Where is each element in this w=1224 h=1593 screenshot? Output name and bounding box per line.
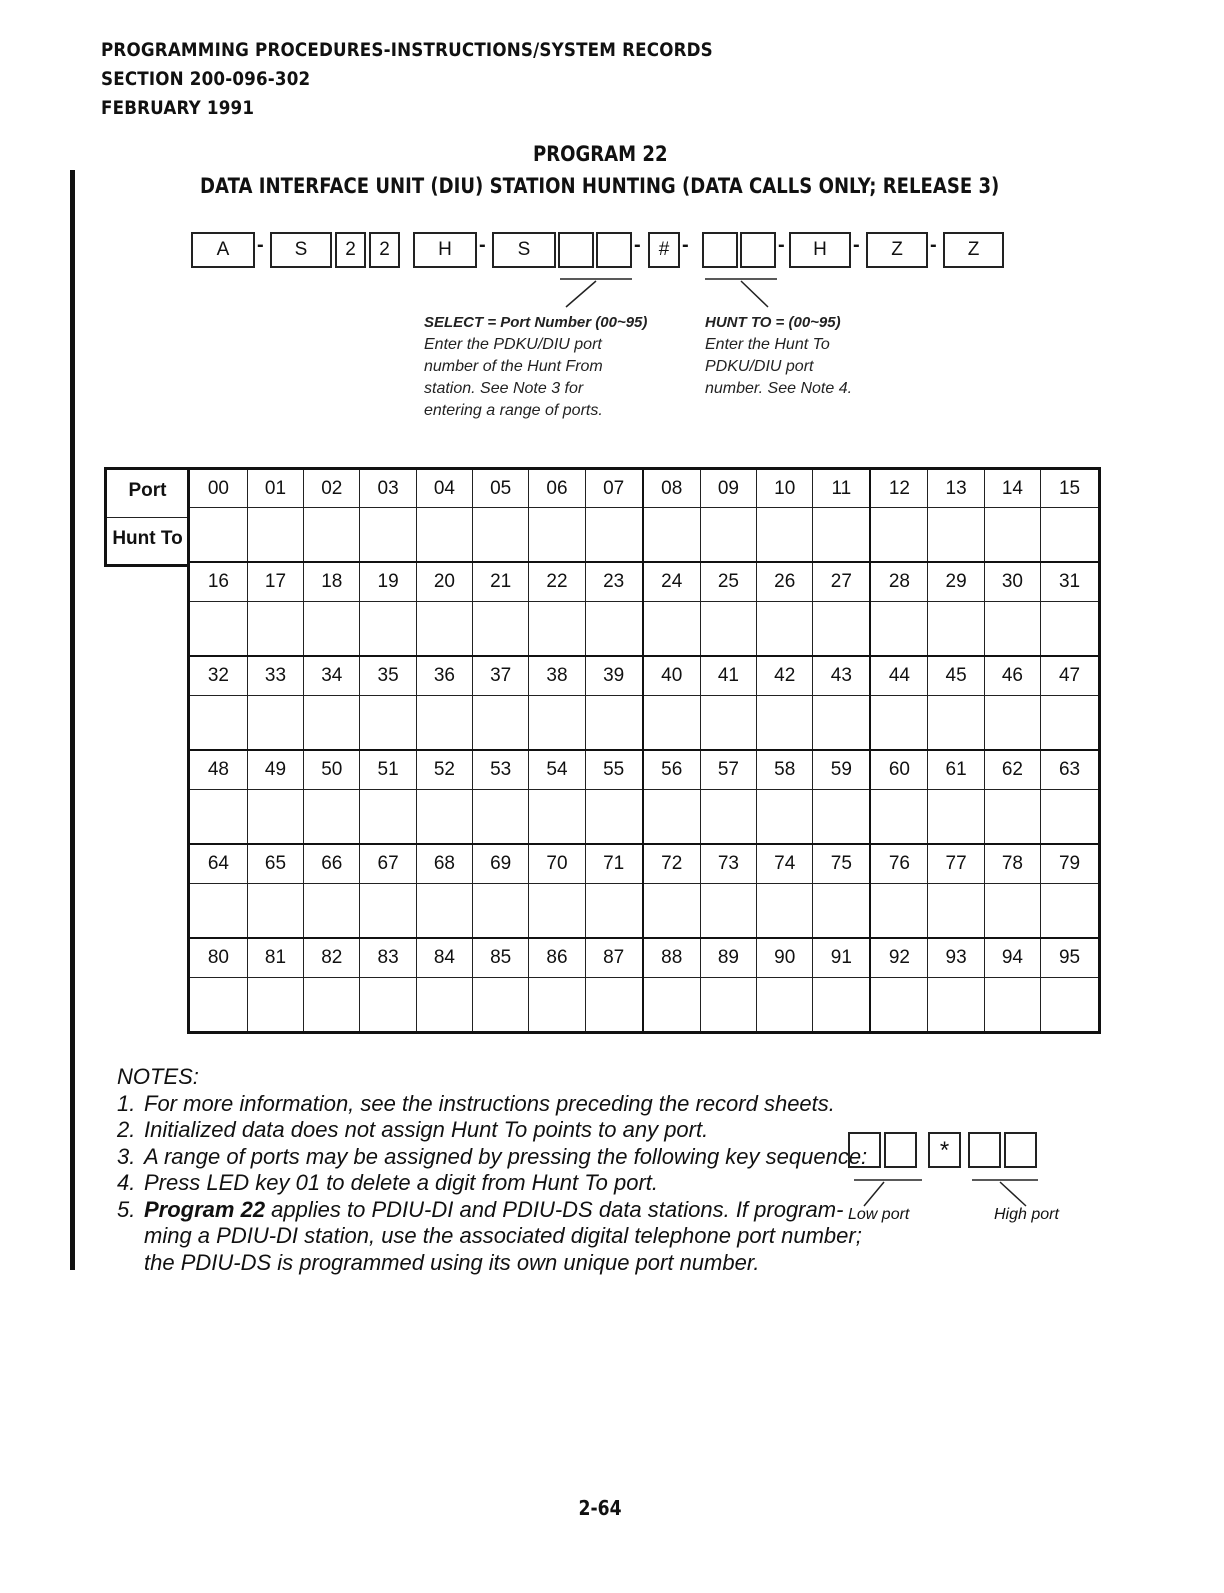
hunt-to-entry-cell[interactable] bbox=[473, 790, 529, 845]
port-cell: 29 bbox=[928, 562, 984, 601]
port-cell: 77 bbox=[928, 844, 984, 883]
hunt-to-entry-cell[interactable] bbox=[247, 790, 303, 845]
port-cell: 03 bbox=[360, 469, 416, 508]
port-cell: 27 bbox=[813, 562, 871, 601]
port-cell: 08 bbox=[643, 469, 701, 508]
port-cell: 02 bbox=[304, 469, 360, 508]
seq-key-12: H bbox=[789, 232, 851, 268]
port-cell: 40 bbox=[643, 656, 701, 695]
port-number-row bbox=[189, 750, 1100, 789]
port-cell: 38 bbox=[529, 656, 585, 695]
select-line: station. See Note 3 for bbox=[424, 380, 584, 397]
hunt-to-entry-cell[interactable] bbox=[304, 696, 360, 751]
hunt-to-entry-cell[interactable] bbox=[1041, 602, 1100, 657]
port-cell: 06 bbox=[529, 469, 585, 508]
port-cell: 46 bbox=[984, 656, 1040, 695]
seq-key-3: 2 bbox=[335, 232, 366, 268]
port-cell: 43 bbox=[813, 656, 871, 695]
seq-dash: - bbox=[682, 234, 689, 256]
hunt-to-entry-cell[interactable] bbox=[585, 508, 643, 563]
hunt-to-entry-cell[interactable] bbox=[189, 508, 248, 563]
hunt-to-entry-cell[interactable] bbox=[247, 508, 303, 563]
port-cell: 76 bbox=[870, 844, 928, 883]
hunt-to-entry-cell[interactable] bbox=[529, 508, 585, 563]
port-cell: 39 bbox=[585, 656, 643, 695]
hunt-to-row bbox=[189, 790, 1100, 845]
hunt-to-entry-cell[interactable] bbox=[928, 884, 984, 939]
port-cell: 90 bbox=[757, 938, 813, 977]
port-cell: 94 bbox=[984, 938, 1040, 977]
high-port-label: High port bbox=[994, 1206, 1059, 1223]
hunt-to-entry-cell[interactable] bbox=[643, 602, 701, 657]
port-number-row bbox=[189, 656, 1100, 695]
hunt-to-entry-cell[interactable] bbox=[585, 696, 643, 751]
port-cell: 14 bbox=[984, 469, 1040, 508]
hunt-to-entry-cell[interactable] bbox=[416, 884, 472, 939]
note-5-continuation: ming a PDIU-DI station, use the associated digital telephone port number; bbox=[144, 1223, 862, 1248]
range-low-digit-2 bbox=[884, 1132, 917, 1168]
port-cell: 63 bbox=[1041, 750, 1100, 789]
hunt-to-entry-cell[interactable] bbox=[1041, 790, 1100, 845]
hunt-line: Enter the Hunt To bbox=[705, 336, 830, 353]
port-cell: 49 bbox=[247, 750, 303, 789]
seq-key-5: H bbox=[413, 232, 477, 268]
hunt-to-entry-cell[interactable] bbox=[247, 884, 303, 939]
note-item-4 bbox=[117, 1170, 658, 1197]
hunt-to-entry-cell[interactable] bbox=[813, 508, 871, 563]
header-line-1: PROGRAMMING PROCEDURES-INSTRUCTIONS/SYSTEM RECORDS bbox=[101, 39, 713, 61]
port-number-row bbox=[189, 469, 1100, 508]
port-cell: 16 bbox=[189, 562, 248, 601]
select-line: Enter the PDKU/DIU port bbox=[424, 336, 602, 353]
port-cell: 92 bbox=[870, 938, 928, 977]
hunt-to-entry-cell[interactable] bbox=[928, 696, 984, 751]
hunt-to-entry-cell[interactable] bbox=[416, 508, 472, 563]
hunt-to-entry-cell[interactable] bbox=[416, 696, 472, 751]
port-cell: 22 bbox=[529, 562, 585, 601]
hunt-to-entry-cell[interactable] bbox=[700, 884, 756, 939]
hunt-line: PDKU/DIU port bbox=[705, 358, 814, 375]
hunt-to-row bbox=[189, 696, 1100, 751]
hunt-to-entry-cell[interactable] bbox=[870, 508, 928, 563]
hunt-to-entry-cell[interactable] bbox=[189, 602, 248, 657]
note-5-continuation: the PDIU-DS is programmed using its own unique port number. bbox=[144, 1250, 760, 1275]
seq-key-hash: # bbox=[648, 232, 680, 268]
hunt-to-entry-cell[interactable] bbox=[473, 884, 529, 939]
port-cell: 21 bbox=[473, 562, 529, 601]
program-subtitle: DATA INTERFACE UNIT (DIU) STATION HUNTING (DATA CALLS ONLY; RELEASE 3) bbox=[200, 174, 1000, 198]
port-cell: 87 bbox=[585, 938, 643, 977]
port-cell: 12 bbox=[870, 469, 928, 508]
port-cell: 65 bbox=[247, 844, 303, 883]
hunt-to-entry-cell[interactable] bbox=[813, 790, 871, 845]
port-cell: 10 bbox=[757, 469, 813, 508]
hunt-to-row bbox=[189, 884, 1100, 939]
note-text: A range of ports may be assigned by pressing the following key sequence: bbox=[144, 1144, 868, 1169]
hunt-to-entry-cell[interactable] bbox=[757, 602, 813, 657]
port-cell: 35 bbox=[360, 656, 416, 695]
hunt-to-entry-cell[interactable] bbox=[360, 884, 416, 939]
port-cell: 61 bbox=[928, 750, 984, 789]
seq-dash: - bbox=[930, 234, 937, 256]
hunt-to-entry-cell[interactable] bbox=[304, 508, 360, 563]
port-cell: 58 bbox=[757, 750, 813, 789]
port-number-row bbox=[189, 844, 1100, 883]
hunt-to-entry-cell[interactable] bbox=[473, 508, 529, 563]
hunt-to-entry-cell[interactable] bbox=[643, 884, 701, 939]
hunt-to-entry-cell[interactable] bbox=[360, 790, 416, 845]
hunt-to-entry-cell[interactable] bbox=[1041, 696, 1100, 751]
hunt-to-entry-cell[interactable] bbox=[870, 978, 928, 1033]
hunt-to-entry-cell[interactable] bbox=[870, 790, 928, 845]
port-cell: 51 bbox=[360, 750, 416, 789]
port-cell: 82 bbox=[304, 938, 360, 977]
port-cell: 73 bbox=[700, 844, 756, 883]
note-number: 3. bbox=[117, 1144, 136, 1169]
revision-bar bbox=[70, 170, 75, 1270]
hunt-to-entry-cell[interactable] bbox=[700, 508, 756, 563]
seq-key-14: Z bbox=[943, 232, 1004, 268]
port-cell: 11 bbox=[813, 469, 871, 508]
seq-key-6: S bbox=[492, 232, 556, 268]
port-cell: 48 bbox=[189, 750, 248, 789]
port-cell: 13 bbox=[928, 469, 984, 508]
port-cell: 15 bbox=[1041, 469, 1100, 508]
port-cell: 83 bbox=[360, 938, 416, 977]
hunt-to-entry-cell[interactable] bbox=[473, 602, 529, 657]
hunt-to-entry-cell[interactable] bbox=[928, 602, 984, 657]
seq-key-13: Z bbox=[866, 232, 928, 268]
hunt-to-entry-cell[interactable] bbox=[473, 696, 529, 751]
note-text: Initialized data does not assign Hunt To points to any port. bbox=[144, 1117, 709, 1142]
select-line: number of the Hunt From bbox=[424, 358, 603, 375]
range-high-digit-2 bbox=[1004, 1132, 1037, 1168]
hunt-to-entry-cell[interactable] bbox=[1041, 508, 1100, 563]
hunt-to-entry-cell[interactable] bbox=[643, 978, 701, 1033]
hunt-to-entry-cell[interactable] bbox=[757, 790, 813, 845]
note-item-3 bbox=[117, 1144, 867, 1171]
port-cell: 93 bbox=[928, 938, 984, 977]
hunt-to-entry-cell[interactable] bbox=[700, 602, 756, 657]
hunt-to-entry-cell[interactable] bbox=[984, 884, 1040, 939]
hunt-to-entry-cell[interactable] bbox=[1041, 884, 1100, 939]
hunt-to-entry-cell[interactable] bbox=[757, 696, 813, 751]
hunt-to-entry-cell[interactable] bbox=[247, 602, 303, 657]
port-cell: 89 bbox=[700, 938, 756, 977]
port-cell: 52 bbox=[416, 750, 472, 789]
hunt-to-entry-cell[interactable] bbox=[870, 602, 928, 657]
port-cell: 07 bbox=[585, 469, 643, 508]
hunt-to-row bbox=[189, 508, 1100, 563]
port-cell: 19 bbox=[360, 562, 416, 601]
low-port-label: Low port bbox=[848, 1206, 910, 1223]
port-cell: 18 bbox=[304, 562, 360, 601]
select-line: entering a range of ports. bbox=[424, 402, 603, 419]
hunt-to-entry-cell[interactable] bbox=[585, 602, 643, 657]
notes-heading: NOTES: bbox=[117, 1064, 199, 1089]
seq-key-1: A bbox=[191, 232, 255, 268]
hunt-to-entry-cell[interactable] bbox=[1041, 978, 1100, 1033]
program-title: PROGRAM 22 bbox=[532, 142, 668, 166]
port-cell: 66 bbox=[304, 844, 360, 883]
seq-dash: - bbox=[853, 234, 860, 256]
hunt-to-entry-cell[interactable] bbox=[928, 790, 984, 845]
port-cell: 17 bbox=[247, 562, 303, 601]
range-low-digit-1 bbox=[848, 1132, 881, 1168]
seq-key-4: 2 bbox=[369, 232, 400, 268]
port-cell: 34 bbox=[304, 656, 360, 695]
port-cell: 71 bbox=[585, 844, 643, 883]
port-cell: 05 bbox=[473, 469, 529, 508]
port-cell: 01 bbox=[247, 469, 303, 508]
hunt-to-entry-cell[interactable] bbox=[757, 884, 813, 939]
note-number: 4. bbox=[117, 1170, 136, 1195]
hunt-to-entry-cell[interactable] bbox=[529, 978, 585, 1033]
hunt-to-entry-cell[interactable] bbox=[360, 978, 416, 1033]
hunt-to-entry-cell[interactable] bbox=[529, 602, 585, 657]
document-header bbox=[101, 36, 713, 123]
port-number-row bbox=[189, 938, 1100, 977]
hunt-to-entry-cell[interactable] bbox=[984, 978, 1040, 1033]
port-cell: 45 bbox=[928, 656, 984, 695]
hunt-to-entry-cell[interactable] bbox=[304, 602, 360, 657]
hunt-to-entry-cell[interactable] bbox=[700, 790, 756, 845]
hunt-to-entry-cell[interactable] bbox=[360, 696, 416, 751]
note-bold: Program 22 bbox=[144, 1197, 266, 1222]
port-cell: 47 bbox=[1041, 656, 1100, 695]
port-cell: 41 bbox=[700, 656, 756, 695]
hunt-to-entry-cell[interactable] bbox=[870, 696, 928, 751]
hunt-to-entry-cell[interactable] bbox=[585, 884, 643, 939]
seq-dash: - bbox=[634, 234, 641, 256]
hunt-to-entry-cell[interactable] bbox=[529, 884, 585, 939]
port-cell: 69 bbox=[473, 844, 529, 883]
hunt-to-entry-cell[interactable] bbox=[585, 790, 643, 845]
select-annotation bbox=[424, 312, 647, 422]
port-cell: 70 bbox=[529, 844, 585, 883]
port-cell: 56 bbox=[643, 750, 701, 789]
page-number: 2-64 bbox=[578, 1496, 622, 1520]
range-high-digit-1 bbox=[968, 1132, 1001, 1168]
port-cell: 59 bbox=[813, 750, 871, 789]
sequence-brackets bbox=[0, 270, 900, 315]
port-cell: 00 bbox=[189, 469, 248, 508]
port-cell: 80 bbox=[189, 938, 248, 977]
hunt-to-entry-cell[interactable] bbox=[643, 508, 701, 563]
port-cell: 32 bbox=[189, 656, 248, 695]
hunt-to-entry-cell[interactable] bbox=[189, 790, 248, 845]
hunt-annotation bbox=[705, 312, 852, 400]
hunt-to-entry-cell[interactable] bbox=[700, 696, 756, 751]
seq-hunt-digit-2 bbox=[740, 232, 776, 268]
hunt-to-entry-cell[interactable] bbox=[984, 790, 1040, 845]
hunt-heading: HUNT TO = (00~95) bbox=[705, 314, 841, 331]
hunt-to-row bbox=[189, 602, 1100, 657]
port-cell: 72 bbox=[643, 844, 701, 883]
hunt-to-entry-cell[interactable] bbox=[984, 696, 1040, 751]
port-cell: 54 bbox=[529, 750, 585, 789]
port-cell: 26 bbox=[757, 562, 813, 601]
row-label-hunt-to: Hunt To bbox=[112, 528, 183, 549]
port-cell: 24 bbox=[643, 562, 701, 601]
seq-dash: - bbox=[479, 234, 486, 256]
header-line-3: FEBRUARY 1991 bbox=[101, 97, 255, 119]
port-cell: 62 bbox=[984, 750, 1040, 789]
hunt-to-entry-cell[interactable] bbox=[189, 978, 248, 1033]
port-cell: 86 bbox=[529, 938, 585, 977]
port-cell: 53 bbox=[473, 750, 529, 789]
hunt-table bbox=[187, 467, 1101, 1034]
hunt-to-entry-cell[interactable] bbox=[984, 508, 1040, 563]
hunt-to-entry-cell[interactable] bbox=[360, 602, 416, 657]
hunt-to-entry-cell[interactable] bbox=[700, 978, 756, 1033]
seq-dash: - bbox=[778, 234, 785, 256]
seq-dash: - bbox=[257, 234, 264, 256]
port-cell: 68 bbox=[416, 844, 472, 883]
hunt-to-entry-cell[interactable] bbox=[189, 884, 248, 939]
port-cell: 09 bbox=[700, 469, 756, 508]
note-item-1 bbox=[117, 1091, 835, 1118]
hunt-to-entry-cell[interactable] bbox=[416, 602, 472, 657]
port-cell: 67 bbox=[360, 844, 416, 883]
port-cell: 20 bbox=[416, 562, 472, 601]
row-labels bbox=[104, 467, 188, 567]
port-cell: 60 bbox=[870, 750, 928, 789]
hunt-to-entry-cell[interactable] bbox=[813, 602, 871, 657]
port-cell: 42 bbox=[757, 656, 813, 695]
hunt-to-entry-cell[interactable] bbox=[813, 884, 871, 939]
note-number: 2. bbox=[117, 1117, 136, 1142]
hunt-line: number. See Note 4. bbox=[705, 380, 853, 397]
port-cell: 95 bbox=[1041, 938, 1100, 977]
port-cell: 75 bbox=[813, 844, 871, 883]
hunt-to-entry-cell[interactable] bbox=[304, 978, 360, 1033]
port-cell: 79 bbox=[1041, 844, 1100, 883]
note-number: 5. bbox=[117, 1197, 136, 1222]
hunt-to-entry-cell[interactable] bbox=[304, 884, 360, 939]
port-cell: 91 bbox=[813, 938, 871, 977]
hunt-to-entry-cell[interactable] bbox=[360, 508, 416, 563]
hunt-to-entry-cell[interactable] bbox=[473, 978, 529, 1033]
hunt-to-entry-cell[interactable] bbox=[416, 790, 472, 845]
port-cell: 04 bbox=[416, 469, 472, 508]
row-label-port: Port bbox=[107, 470, 188, 518]
seq-select-digit-1 bbox=[558, 232, 594, 268]
hunt-to-entry-cell[interactable] bbox=[813, 978, 871, 1033]
port-cell: 88 bbox=[643, 938, 701, 977]
header-line-2: SECTION 200-096-302 bbox=[101, 68, 311, 90]
hunt-to-entry-cell[interactable] bbox=[757, 508, 813, 563]
hunt-to-entry-cell[interactable] bbox=[870, 884, 928, 939]
hunt-to-entry-cell[interactable] bbox=[928, 508, 984, 563]
hunt-to-entry-cell[interactable] bbox=[643, 790, 701, 845]
port-cell: 36 bbox=[416, 656, 472, 695]
hunt-to-entry-cell[interactable] bbox=[529, 790, 585, 845]
hunt-to-entry-cell[interactable] bbox=[643, 696, 701, 751]
port-cell: 31 bbox=[1041, 562, 1100, 601]
port-cell: 78 bbox=[984, 844, 1040, 883]
hunt-to-entry-cell[interactable] bbox=[416, 978, 472, 1033]
port-number-row bbox=[189, 562, 1100, 601]
seq-key-2: S bbox=[270, 232, 332, 268]
port-cell: 64 bbox=[189, 844, 248, 883]
seq-hunt-digit-1 bbox=[702, 232, 738, 268]
range-star-key: * bbox=[928, 1132, 961, 1168]
port-cell: 33 bbox=[247, 656, 303, 695]
note-item-5 bbox=[117, 1197, 843, 1224]
port-cell: 84 bbox=[416, 938, 472, 977]
port-cell: 44 bbox=[870, 656, 928, 695]
note-text: Press LED key 01 to delete a digit from Hunt To port. bbox=[144, 1170, 659, 1195]
hunt-to-entry-cell[interactable] bbox=[585, 978, 643, 1033]
port-cell: 55 bbox=[585, 750, 643, 789]
hunt-to-entry-cell[interactable] bbox=[813, 696, 871, 751]
seq-select-digit-2 bbox=[596, 232, 632, 268]
note-text: applies to PDIU-DI and PDIU-DS data stations. If program- bbox=[265, 1197, 844, 1222]
note-number: 1. bbox=[117, 1091, 136, 1116]
note-text: For more information, see the instructions preceding the record sheets. bbox=[144, 1091, 835, 1116]
port-cell: 74 bbox=[757, 844, 813, 883]
hunt-to-entry-cell[interactable] bbox=[189, 696, 248, 751]
hunt-to-entry-cell[interactable] bbox=[304, 790, 360, 845]
select-heading: SELECT = Port Number (00~95) bbox=[424, 314, 648, 331]
hunt-to-entry-cell[interactable] bbox=[928, 978, 984, 1033]
port-cell: 30 bbox=[984, 562, 1040, 601]
port-cell: 81 bbox=[247, 938, 303, 977]
hunt-to-entry-cell[interactable] bbox=[247, 978, 303, 1033]
port-cell: 23 bbox=[585, 562, 643, 601]
hunt-to-entry-cell[interactable] bbox=[529, 696, 585, 751]
port-cell: 50 bbox=[304, 750, 360, 789]
hunt-to-entry-cell[interactable] bbox=[247, 696, 303, 751]
note-item-2 bbox=[117, 1117, 708, 1144]
port-cell: 25 bbox=[700, 562, 756, 601]
port-cell: 57 bbox=[700, 750, 756, 789]
hunt-to-entry-cell[interactable] bbox=[757, 978, 813, 1033]
hunt-to-row bbox=[189, 978, 1100, 1033]
port-cell: 37 bbox=[473, 656, 529, 695]
port-cell: 28 bbox=[870, 562, 928, 601]
hunt-to-entry-cell[interactable] bbox=[984, 602, 1040, 657]
port-cell: 85 bbox=[473, 938, 529, 977]
